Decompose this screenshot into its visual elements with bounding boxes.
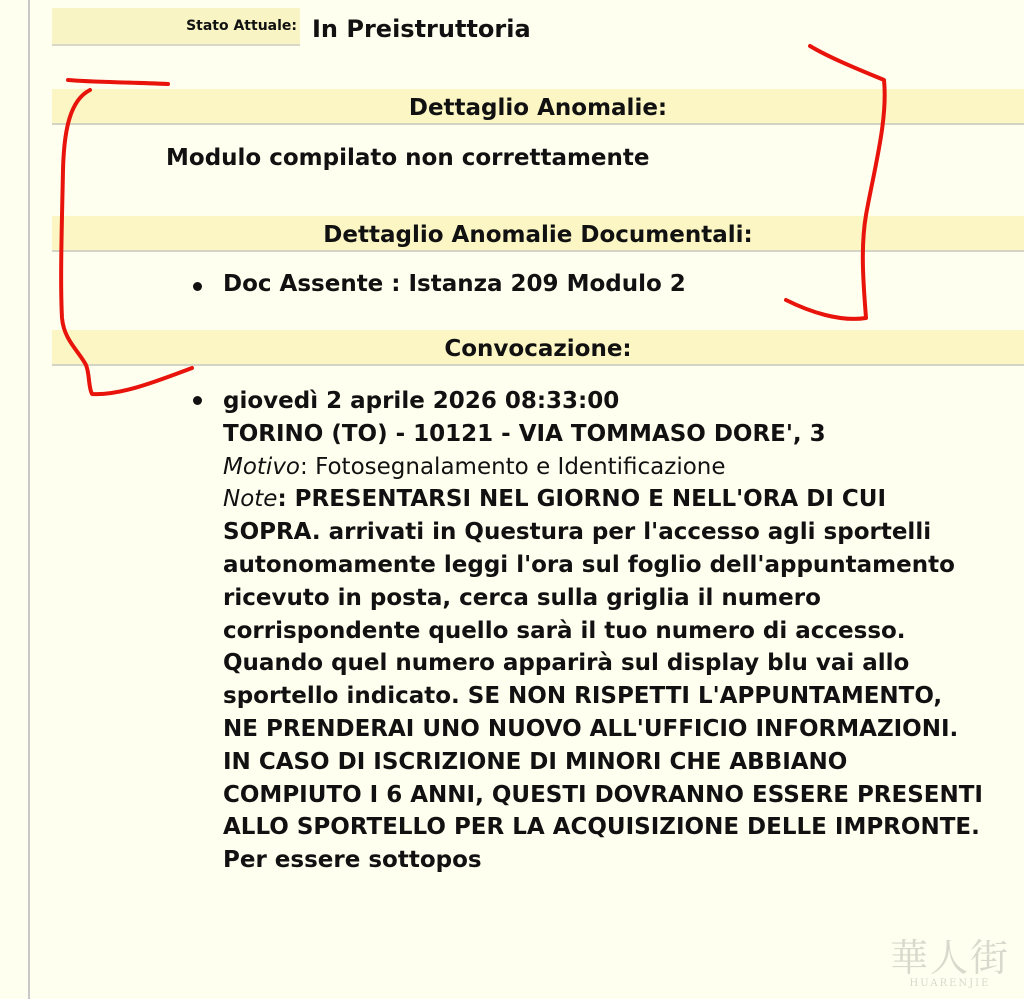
anomalie-header bbox=[52, 89, 1024, 125]
appointment-address: TORINO (TO) - 10121 - VIA TOMMASO DORE', 3 bbox=[223, 420, 826, 447]
doc-anomaly-text: Doc Assente : Istanza 209 Modulo 2 bbox=[223, 271, 686, 297]
list-item bbox=[193, 271, 686, 297]
anomalie-documentali-header-text: Dettaglio Anomalie Documentali: bbox=[323, 222, 753, 248]
note-line bbox=[223, 483, 983, 877]
convocazione-header-text: Convocazione: bbox=[444, 336, 632, 362]
anomalie-header-text: Dettaglio Anomalie: bbox=[408, 95, 668, 121]
note-text: : PRESENTARSI NEL GIORNO E NELL'ORA DI CUI SOPRA. arrivati in Questura per l'accesso agli sportelli autonomamente leggi l'ora sul foglio dell'appuntamento ricevuto in posta, cerca sulla griglia il numero corrispondente quello sarà il tuo numero di accesso. Quando quel numero apparirà sul display blu vai allo sportello indicato. SE NON RISPETTI L'APPUNTAMENTO, NE PRENDERAI UNO NUOVO ALL'UFFICIO INFORMAZIONI. IN CASO DI ISCRIZIONE DI MINORI CHE ABBIANO COMPIUTO I 6 ANNI, QUESTI DOVRANNO ESSERE PRESENTI ALLO SPORTELLO PER LA ACQUISIZIONE DELLE IMPRONTE. Per essere sottopos bbox=[223, 486, 983, 874]
note-label: Note bbox=[223, 486, 278, 513]
watermark-latin: HUARENJIE bbox=[909, 978, 991, 989]
watermark-chars: 華人街 bbox=[889, 936, 1010, 980]
convocazione-header bbox=[52, 330, 1024, 366]
bullet-icon bbox=[193, 396, 202, 405]
motivo-label: Motivo bbox=[223, 453, 301, 480]
convocazione-list bbox=[193, 385, 983, 877]
left-border bbox=[28, 0, 30, 999]
status-value: In Preistruttoria bbox=[312, 15, 531, 43]
anomalie-documentali-list bbox=[193, 271, 686, 297]
appointment-date: giovedì 2 aprile 2026 08:33:00 bbox=[223, 388, 620, 414]
status-label: Stato Attuale: bbox=[186, 18, 297, 34]
right-bracket-stroke bbox=[786, 46, 885, 319]
status-label-cell bbox=[52, 8, 300, 46]
watermark-logo bbox=[890, 927, 1010, 989]
list-item bbox=[193, 385, 983, 877]
status-row bbox=[52, 0, 1024, 50]
motivo-text: : Fotosegnalamento e Identificazione bbox=[300, 453, 726, 480]
bullet-icon bbox=[193, 282, 202, 291]
anomalie-text: Modulo compilato non correttamente bbox=[166, 145, 650, 171]
anomalie-documentali-header bbox=[52, 216, 1024, 252]
motivo-line bbox=[223, 451, 983, 484]
